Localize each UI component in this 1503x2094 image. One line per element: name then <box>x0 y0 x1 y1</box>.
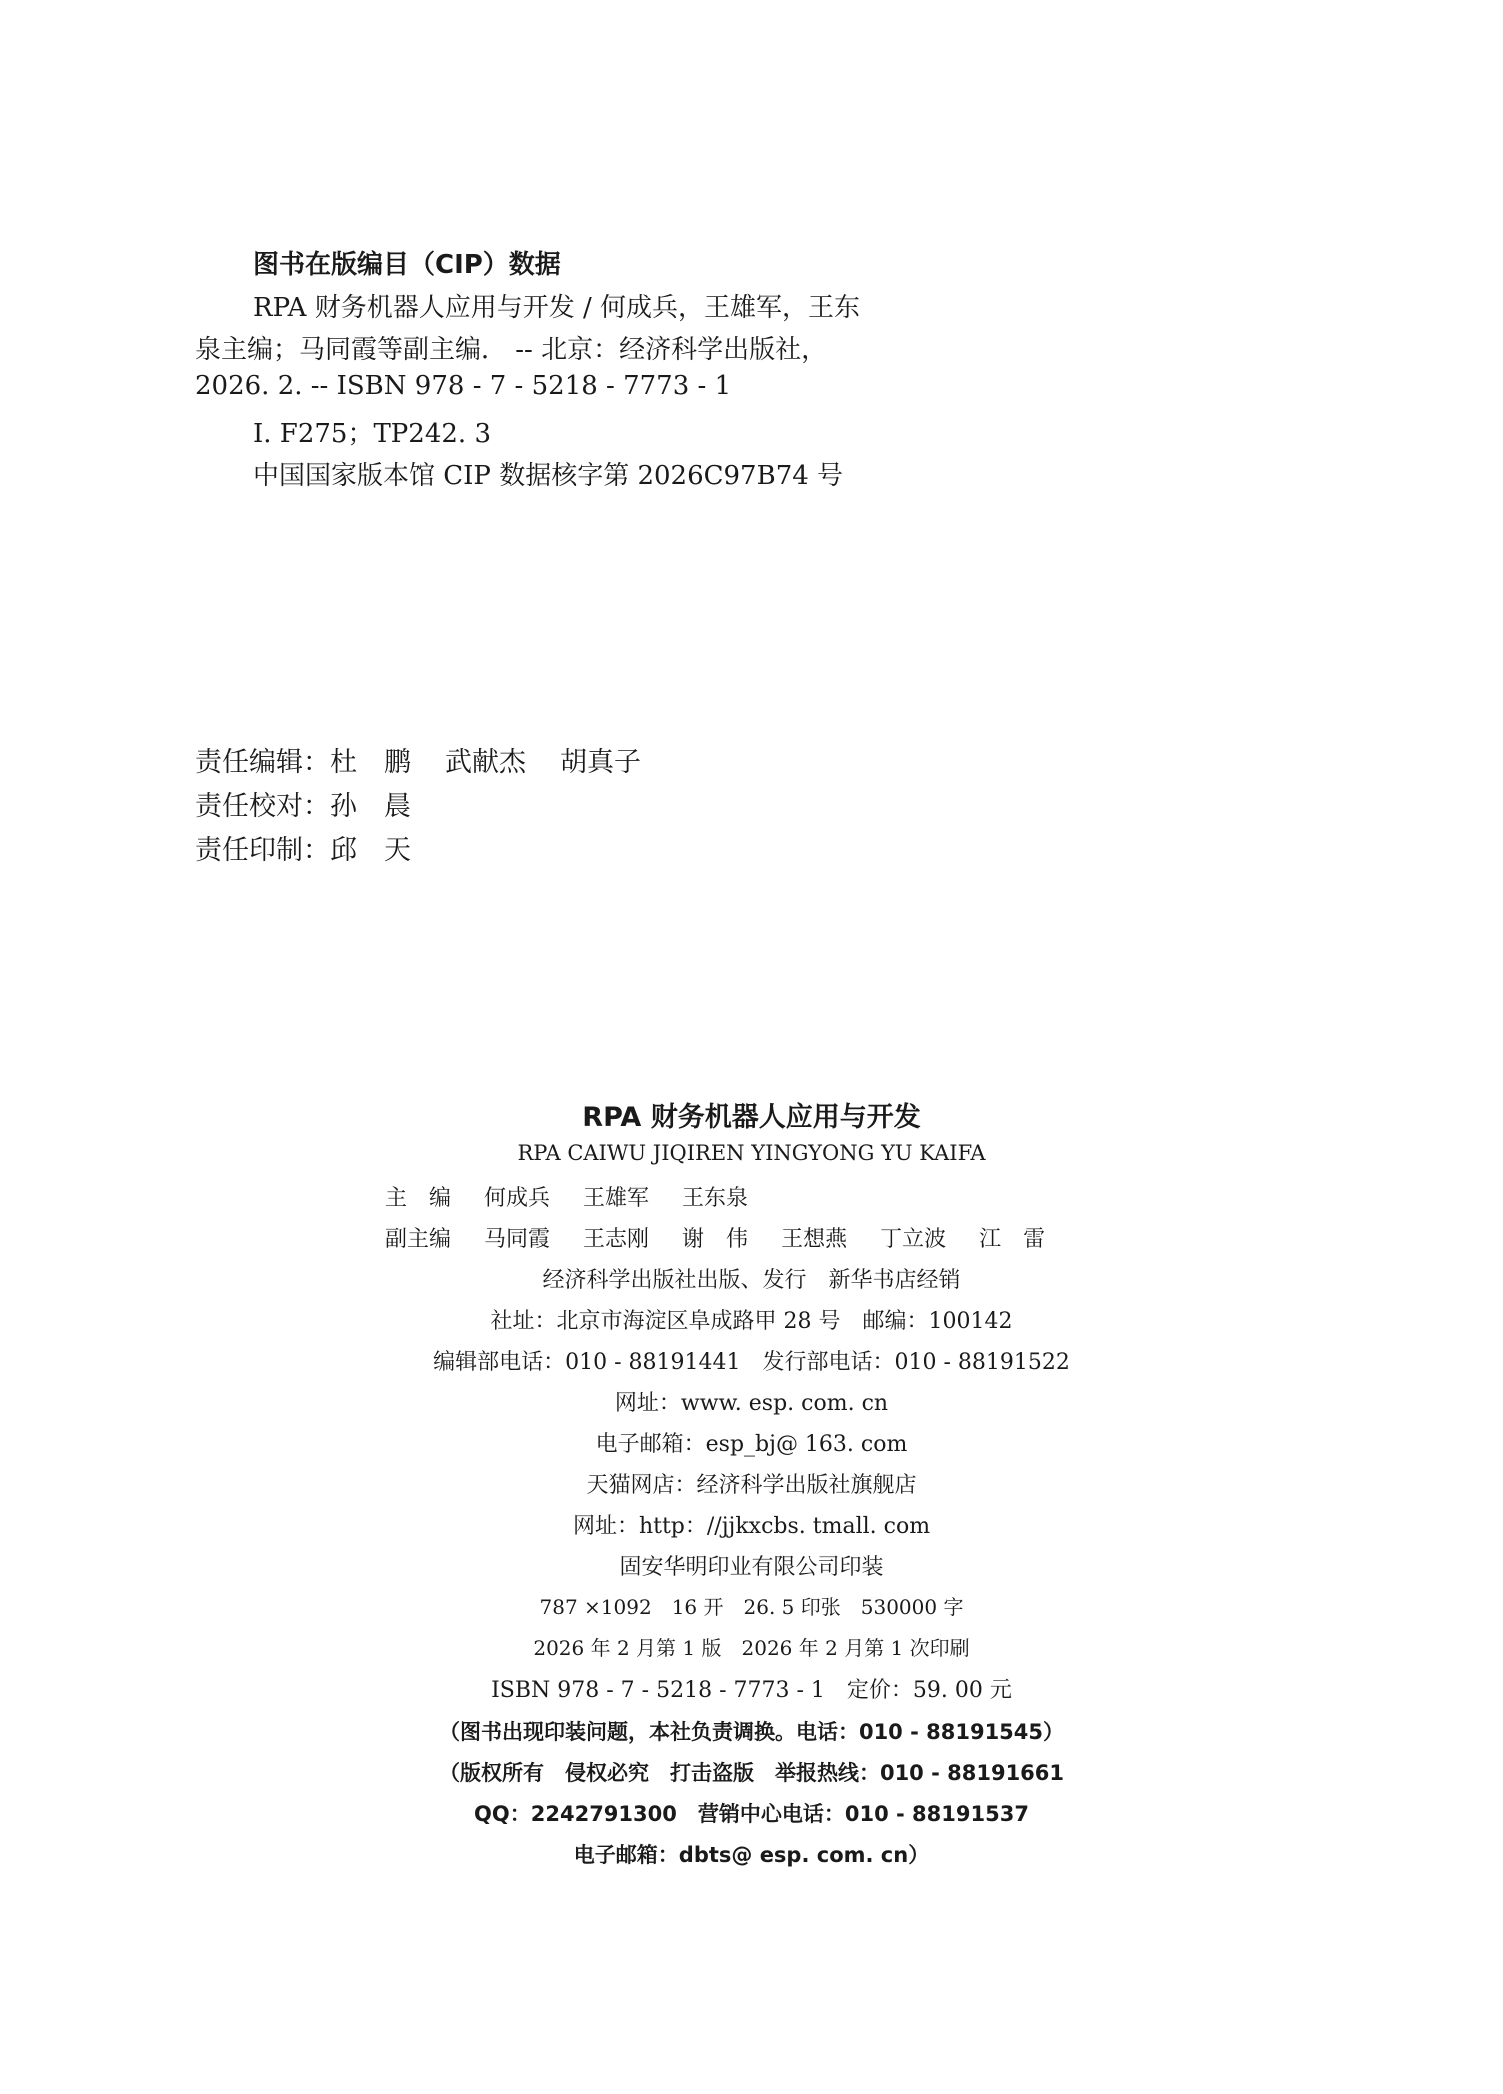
editor-names <box>330 747 675 778</box>
editor-name: 杜 鹏 <box>330 747 411 778</box>
notice-line-1: （图书出现印装问题，本社负责调换。电话：010 - 88191545） <box>438 1720 1065 1744</box>
deputy-editor: 王志刚 <box>583 1227 650 1252</box>
deputy-editor: 江 雷 <box>979 1227 1046 1252</box>
print-supervisor-name: 邱 天 <box>330 835 411 866</box>
editor-row <box>195 740 675 779</box>
printer-line: 固安华明印业有限公司印装 <box>619 1555 884 1580</box>
cip-line-3: 2026. 2. -- ISBN 978 - 7 - 5218 - 7773 - 1 <box>195 371 732 401</box>
editor-name: 武献杰 <box>445 747 526 778</box>
imprint-pinyin: RPA CAIWU JIQIREN YINGYONG YU KAIFA <box>517 1141 986 1165</box>
isbn-price-line: ISBN 978 - 7 - 5218 - 7773 - 1 定价：59. 00 元 <box>491 1678 1012 1703</box>
proofreader-name: 孙 晨 <box>330 791 411 822</box>
notice-line-3: QQ：2242791300 营销中心电话：010 - 88191537 <box>474 1802 1029 1826</box>
editor-name: 胡真子 <box>560 747 641 778</box>
deputy-editor-label: 副主编 <box>385 1227 452 1252</box>
deputy-editor: 丁立波 <box>880 1227 947 1252</box>
print-supervisor-row <box>195 828 411 867</box>
tmall-store-line: 天猫网店：经济科学出版社旗舰店 <box>586 1473 917 1498</box>
deputy-editor: 王想燕 <box>781 1227 848 1252</box>
chief-editor: 王雄军 <box>583 1186 650 1211</box>
chief-editors-line <box>385 1181 748 1212</box>
phones-line: 编辑部电话：010 - 88191441 发行部电话：010 - 88191522 <box>433 1350 1070 1375</box>
address-line: 社址：北京市海淀区阜成路甲 28 号 邮编：100142 <box>490 1309 1013 1334</box>
chief-editor-label: 主 编 <box>385 1186 452 1211</box>
email-line: 电子邮箱：esp_bj@ 163. com <box>595 1432 908 1457</box>
editor-label: 责任编辑： <box>195 747 330 778</box>
edition-line: 2026 年 2 月第 1 版 2026 年 2 月第 1 次印刷 <box>533 1636 970 1660</box>
cip-line-2: 泉主编；马同霞等副主编． -- 北京：经济科学出版社， <box>195 335 828 365</box>
proofreader-row <box>195 784 411 823</box>
cip-line-1: RPA 财务机器人应用与开发 / 何成兵，王雄军，王东 <box>253 293 861 323</box>
tmall-url-line: 网址：http：//jjkxcbs. tmall. com <box>572 1514 931 1539</box>
notice-line-2: （版权所有 侵权必究 打击盗版 举报热线：010 - 88191661 <box>438 1761 1065 1785</box>
specs-line: 787 ×1092 16 开 26. 5 印张 530000 字 <box>539 1595 964 1619</box>
imprint-title: RPA 财务机器人应用与开发 <box>582 1102 921 1133</box>
cip-line-4: Ⅰ. F275；TP242. 3 <box>253 419 491 449</box>
notice-line-4: 电子邮箱：dbts@ esp. com. cn） <box>573 1843 930 1867</box>
website-line: 网址：www. esp. com. cn <box>614 1391 889 1416</box>
deputy-editor: 谢 伟 <box>682 1227 749 1252</box>
proofreader-label: 责任校对： <box>195 791 330 822</box>
print-supervisor-label: 责任印制： <box>195 835 330 866</box>
deputy-editors-line <box>385 1222 1045 1253</box>
deputy-editor: 马同霞 <box>484 1227 551 1252</box>
chief-editor: 王东泉 <box>682 1186 749 1211</box>
cip-title: 图书在版编目（CIP）数据 <box>253 250 561 280</box>
publisher-line: 经济科学出版社出版、发行 新华书店经销 <box>542 1268 961 1293</box>
chief-editor: 何成兵 <box>484 1186 551 1211</box>
cip-line-5: 中国国家版本馆 CIP 数据核字第 2026C97B74 号 <box>253 461 844 491</box>
